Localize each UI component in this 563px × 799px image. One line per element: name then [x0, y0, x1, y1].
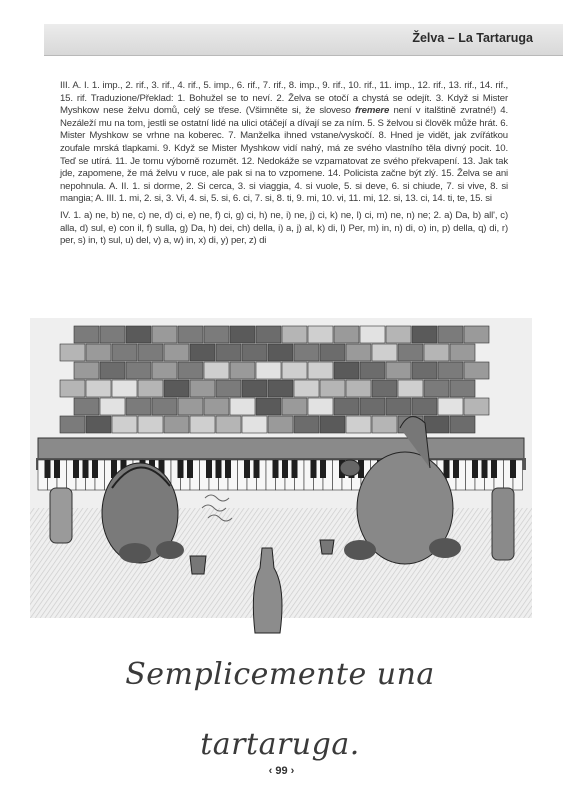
brick — [294, 380, 319, 397]
brick — [334, 362, 359, 379]
brick — [268, 416, 293, 433]
brick — [138, 344, 163, 361]
black-key — [273, 460, 279, 478]
brick — [320, 416, 345, 433]
brick — [138, 380, 163, 397]
brick — [464, 398, 489, 415]
brick — [126, 398, 151, 415]
brick — [204, 398, 229, 415]
brick — [126, 362, 151, 379]
black-key — [83, 460, 89, 478]
black-key — [254, 460, 260, 478]
brick — [230, 326, 255, 343]
brick — [204, 362, 229, 379]
brick — [294, 416, 319, 433]
black-key — [187, 460, 193, 478]
black-key — [225, 460, 231, 478]
brick — [242, 380, 267, 397]
black-key — [54, 460, 60, 478]
brick — [346, 416, 371, 433]
black-key — [510, 460, 516, 478]
brick — [152, 362, 177, 379]
brick — [112, 380, 137, 397]
brick — [242, 344, 267, 361]
brick — [464, 362, 489, 379]
brick — [216, 380, 241, 397]
brick — [256, 398, 281, 415]
brick — [190, 344, 215, 361]
brick — [320, 344, 345, 361]
brick — [308, 362, 333, 379]
brick — [178, 326, 203, 343]
black-key — [45, 460, 51, 478]
brick — [190, 416, 215, 433]
brick — [242, 416, 267, 433]
brick — [178, 362, 203, 379]
brick — [86, 416, 111, 433]
black-key — [178, 460, 184, 478]
black-key — [73, 460, 79, 478]
brick — [346, 344, 371, 361]
brick — [450, 344, 475, 361]
brick — [438, 362, 463, 379]
brick — [190, 380, 215, 397]
black-key — [244, 460, 250, 478]
brick — [450, 416, 475, 433]
black-key — [92, 460, 98, 478]
brick — [216, 416, 241, 433]
brick — [86, 344, 111, 361]
black-key — [216, 460, 222, 478]
brick — [450, 380, 475, 397]
brick — [360, 398, 385, 415]
brick — [268, 380, 293, 397]
brick — [60, 344, 85, 361]
brick — [386, 326, 411, 343]
brick — [360, 326, 385, 343]
brick — [334, 398, 359, 415]
brick — [126, 326, 151, 343]
brick — [308, 326, 333, 343]
brick — [204, 326, 229, 343]
brick — [412, 326, 437, 343]
brick — [464, 326, 489, 343]
black-key — [453, 460, 459, 478]
brick — [164, 380, 189, 397]
brick — [152, 326, 177, 343]
brick — [398, 380, 423, 397]
brick — [438, 326, 463, 343]
brick — [74, 398, 99, 415]
brick — [412, 398, 437, 415]
brick — [424, 344, 449, 361]
brick — [178, 398, 203, 415]
brick — [438, 398, 463, 415]
para1-post: není v italštině zvratné!) 4. Nezáleží mu na tom, jestli se ostatní lidé na ulici otáčejí a dívají se za ním. 5. S želvou si člověk může hrát. 6. Mister Myshkow se vrhne na koberec. 7. Manželka ihned vstane/vyskočí. 8. Hned je vidět, jak zvířátkou zoufale mrská tlapkami. 9. Když se Mister Myshkow vidí nahý, má ze svého vlastního těla divný pocit. 10. Teď se utírá. 11. Je tomu výborně rozumět. 12. Nedokáže se vzpamatovat ze svého překvapení. 13. Jak tak jde, zapomene, že má želvu v ruce, ale pak si na to vzpomene. 14. Policista začne být zlý. 15. Želva se ani nepohnula. A. II. 1. si dorme, 2. Si cerca, 3. si viaggia, 4. si vuole, 5. si deve, 6. si chiude, 7. si vive, 8. si mangia; A. III. 1. mi, 2. si, 3. Vi, 4. si, 5. si, 6. ci, 7. si, 8. ti, 9. mi, 10. vi, 11. mi, 12. si, 13. ci, 14. ti, te, 15. si — [60, 105, 508, 205]
para1-pre: III. A. I. 1. imp., 2. rif., 3. rif., 4. rif., 5. imp., 6. rif., 7. rif., 8. imp., 9. rif., 10. rif., 11. imp., 12. rif., 13. rif., 14. rif., 15. rif. Traduzione/Překlad: 1. Bohužel se to neví. 2. Želva se otočí a chystá se odejít. 3. Když si Mister Myshkow nese želvu domů, celý se třese. (Všimněte si, že sloveso — [60, 80, 508, 117]
brick — [138, 416, 163, 433]
answer-paragraph-3 — [60, 80, 508, 206]
brick — [398, 344, 423, 361]
brick — [60, 380, 85, 397]
answer-paragraph-4: IV. 1. a) ne, b) ne, c) ne, d) ci, e) ne, f) ci, g) ci, h) ne, i) ne, j) ci, k) ne, l) ci, m) ne, n) ne; 2. a) Da, b) all', c) alla, d) sul, e) con il, f) sulla, g) Da, h) dei, ch) della, i) a, j) al, k) di, l) Per, m) in, n) di, o) in, p) della, q) di, r) per, s) in, t) sul, u) del, v) a, w) in, x) di, y) per, z) di — [60, 209, 508, 247]
brick — [346, 380, 371, 397]
brick — [282, 326, 307, 343]
brick — [282, 362, 307, 379]
brick — [412, 362, 437, 379]
brick — [112, 416, 137, 433]
brick — [86, 380, 111, 397]
black-key — [491, 460, 497, 478]
brick — [424, 380, 449, 397]
brick — [424, 416, 449, 433]
header-title: Želva – La Tartaruga — [412, 31, 533, 45]
brick — [164, 344, 189, 361]
brick — [100, 398, 125, 415]
brick — [100, 326, 125, 343]
black-key — [320, 460, 326, 478]
brick — [60, 416, 85, 433]
brick — [74, 326, 99, 343]
illustration-caption: Semplicemente una tartaruga. — [125, 657, 435, 762]
brick — [386, 362, 411, 379]
brick — [372, 344, 397, 361]
black-key — [292, 460, 298, 478]
brick — [152, 398, 177, 415]
answer-key-text — [60, 80, 508, 248]
black-key — [282, 460, 288, 478]
brick — [164, 416, 189, 433]
brick — [256, 362, 281, 379]
black-key — [311, 460, 317, 478]
black-key — [482, 460, 488, 478]
brick — [230, 362, 255, 379]
brick — [320, 380, 345, 397]
brick — [268, 344, 293, 361]
emphasized-verb: fremere — [355, 105, 390, 117]
running-header — [44, 24, 563, 56]
black-key — [472, 460, 478, 478]
brick — [256, 326, 281, 343]
brick — [360, 362, 385, 379]
brick — [100, 362, 125, 379]
brick — [386, 398, 411, 415]
brick — [294, 344, 319, 361]
brick — [216, 344, 241, 361]
brick — [372, 416, 397, 433]
brick — [112, 344, 137, 361]
brick — [334, 326, 359, 343]
page-number: ‹ 99 › — [268, 765, 295, 777]
brick — [372, 380, 397, 397]
black-key — [206, 460, 212, 478]
brick — [74, 362, 99, 379]
brick — [230, 398, 255, 415]
brick — [308, 398, 333, 415]
brick — [282, 398, 307, 415]
